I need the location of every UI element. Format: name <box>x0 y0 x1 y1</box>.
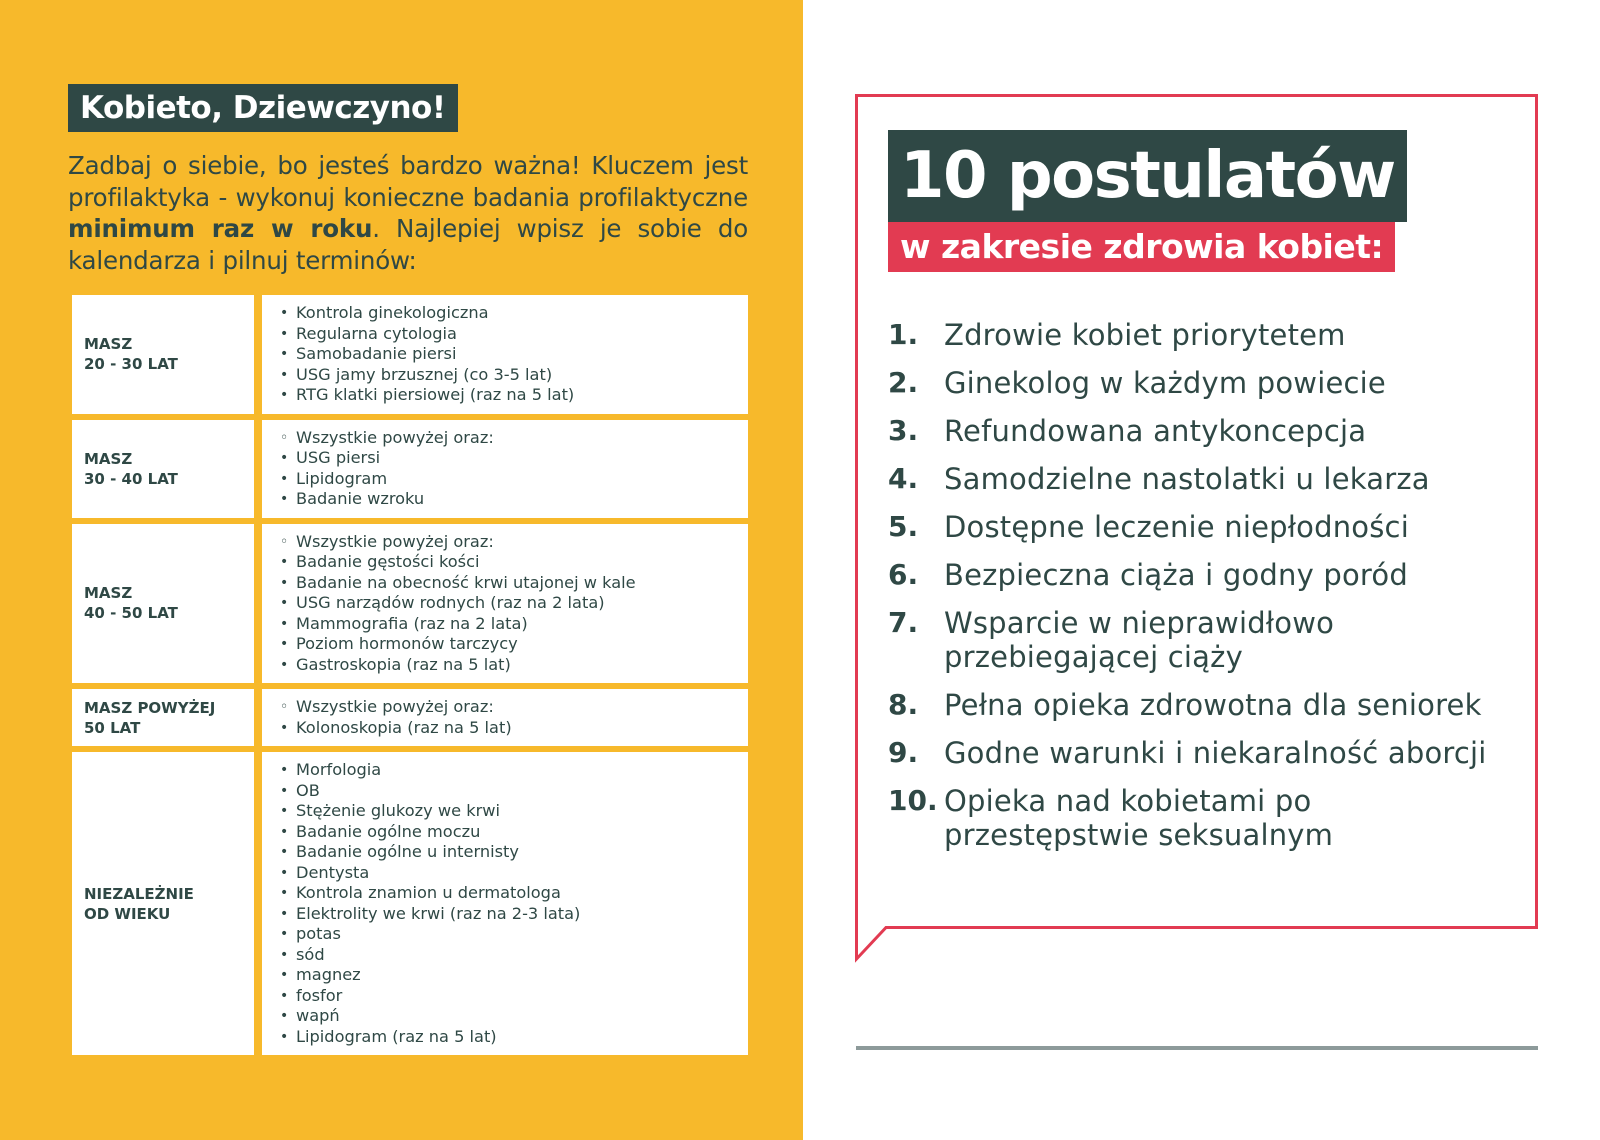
exam-item: ◦ Wszystkie powyżej oraz: <box>278 428 494 449</box>
exam-item: • Stężenie glukozy we krwi <box>278 801 580 822</box>
exam-list <box>278 532 636 676</box>
checkup-row <box>72 524 748 684</box>
postulate-text: Godne warunki i niekaralność aborcji <box>944 736 1487 770</box>
exam-list <box>278 428 494 510</box>
age-label-line2: 30 - 40 LAT <box>84 469 178 488</box>
postulate-number: 7. <box>888 606 919 639</box>
postulate-text: Pełna opieka zdrowotna dla seniorek <box>944 688 1482 722</box>
postulate-text: Refundowana antykoncepcja <box>944 414 1367 448</box>
exam-item: • Kontrola znamion u dermatologa <box>278 883 580 904</box>
postulate-item <box>888 736 1508 770</box>
postulate-number: 1. <box>888 318 919 351</box>
age-label-line1: MASZ <box>84 449 133 468</box>
exam-item: • fosfor <box>278 986 580 1007</box>
age-cell <box>72 524 254 684</box>
exam-list <box>278 760 580 1047</box>
age-label-line2: OD WIEKU <box>84 904 171 923</box>
age-cell <box>72 689 254 746</box>
panel-heading: Kobieto, Dziewczyno! <box>68 84 458 132</box>
exam-item: • Elektrolity we krwi (raz na 2-3 lata) <box>278 904 580 925</box>
postulate-text: Opieka nad kobietami po przestępstwie seksualnym <box>944 784 1334 852</box>
postulate-number: 10. <box>888 784 938 817</box>
postulate-text: Wsparcie w nieprawidłowo przebiegającej ciąży <box>944 606 1335 674</box>
exam-list-cell <box>262 689 748 746</box>
exam-item: • Samobadanie piersi <box>278 344 574 365</box>
exam-list-cell <box>262 524 748 684</box>
exam-item: • Dentysta <box>278 863 580 884</box>
postulate-number: 8. <box>888 688 919 721</box>
intro-text: Zadbaj o siebie, bo jesteś bardzo ważna! Kluczem jest profilaktyka - wykonuj konieczne badania profilaktyczne <box>68 151 748 212</box>
exam-item: • Kontrola ginekologiczna <box>278 303 574 324</box>
checkup-row <box>72 689 748 746</box>
postulate-text: Dostępne leczenie niepłodności <box>944 510 1409 544</box>
exam-item: • magnez <box>278 965 580 986</box>
checkup-row <box>72 752 748 1055</box>
age-label-line1: NIEZALEŻNIE <box>84 884 194 903</box>
exam-list-cell <box>262 420 748 518</box>
exam-item: • Badanie ogólne u internisty <box>278 842 580 863</box>
age-cell <box>72 420 254 518</box>
postulate-text: Ginekolog w każdym powiecie <box>944 366 1386 400</box>
postulate-item <box>888 558 1508 592</box>
age-label-line2: 40 - 50 LAT <box>84 604 178 623</box>
postulate-number: 9. <box>888 736 919 769</box>
postulate-item <box>888 366 1508 400</box>
postulates-list <box>888 318 1508 866</box>
postulate-item <box>888 318 1508 352</box>
exam-item: • Poziom hormonów tarczycy <box>278 634 636 655</box>
postulate-item <box>888 784 1508 852</box>
exam-item: ◦ Wszystkie powyżej oraz: <box>278 697 512 718</box>
exam-list <box>278 303 574 406</box>
exam-item: • USG jamy brzusznej (co 3-5 lat) <box>278 365 574 386</box>
postulate-item <box>888 510 1508 544</box>
postulate-number: 2. <box>888 366 919 399</box>
postulate-item <box>888 414 1508 448</box>
exam-list <box>278 697 512 738</box>
checkup-row <box>72 295 748 414</box>
age-label-line2: 20 - 30 LAT <box>84 355 178 374</box>
postulate-number: 3. <box>888 414 919 447</box>
divider-line <box>856 1046 1538 1050</box>
age-label-line1: MASZ POWYŻEJ <box>84 698 216 717</box>
postulate-text: Samodzielne nastolatki u lekarza <box>944 462 1430 496</box>
postulate-item <box>888 606 1508 674</box>
postulates-subtitle: w zakresie zdrowia kobiet: <box>888 222 1395 272</box>
exam-item: • sód <box>278 945 580 966</box>
exam-item: • Badanie ogólne moczu <box>278 822 580 843</box>
checkup-table <box>72 295 748 1061</box>
exam-item: • Mammografia (raz na 2 lata) <box>278 614 636 635</box>
postulate-number: 6. <box>888 558 919 591</box>
exam-item: ◦ Wszystkie powyżej oraz: <box>278 532 636 553</box>
exam-item: • Lipidogram <box>278 469 494 490</box>
exam-item: • Gastroskopia (raz na 5 lat) <box>278 655 636 676</box>
intro-text-end: . Najlepiej wpisz je sobie do kalendarza i pilnuj terminów: <box>68 214 748 275</box>
exam-item: • Badanie wzroku <box>278 489 494 510</box>
exam-item: • Kolonoskopia (raz na 5 lat) <box>278 718 512 739</box>
exam-list-cell <box>262 295 748 414</box>
exam-item: • USG narządów rodnych (raz na 2 lata) <box>278 593 636 614</box>
intro-emphasis: minimum raz w roku <box>68 214 373 243</box>
postulate-number: 4. <box>888 462 919 495</box>
age-label-line2: 50 LAT <box>84 718 141 737</box>
age-label-line1: MASZ <box>84 584 133 603</box>
exam-item: • wapń <box>278 1006 580 1027</box>
postulates-title: 10 postulatów <box>888 130 1407 222</box>
age-label-line1: MASZ <box>84 335 133 354</box>
exam-item: • Badanie gęstości kości <box>278 552 636 573</box>
exam-item: • Regularna cytologia <box>278 324 574 345</box>
exam-item: • USG piersi <box>278 448 494 469</box>
exam-item: • RTG klatki piersiowej (raz na 5 lat) <box>278 385 574 406</box>
exam-list-cell <box>262 752 748 1055</box>
exam-item: • Badanie na obecność krwi utajonej w kale <box>278 573 636 594</box>
exam-item: • Morfologia <box>278 760 580 781</box>
exam-item: • Lipidogram (raz na 5 lat) <box>278 1027 580 1048</box>
exam-item: • potas <box>278 924 580 945</box>
postulate-item <box>888 688 1508 722</box>
postulate-item <box>888 462 1508 496</box>
postulate-text: Bezpieczna ciąża i godny poród <box>944 558 1408 592</box>
checkup-row <box>72 420 748 518</box>
age-cell <box>72 752 254 1055</box>
postulate-text: Zdrowie kobiet priorytetem <box>944 318 1346 352</box>
exam-item: • OB <box>278 781 580 802</box>
age-cell <box>72 295 254 414</box>
intro-paragraph <box>68 150 748 276</box>
postulate-number: 5. <box>888 510 919 543</box>
